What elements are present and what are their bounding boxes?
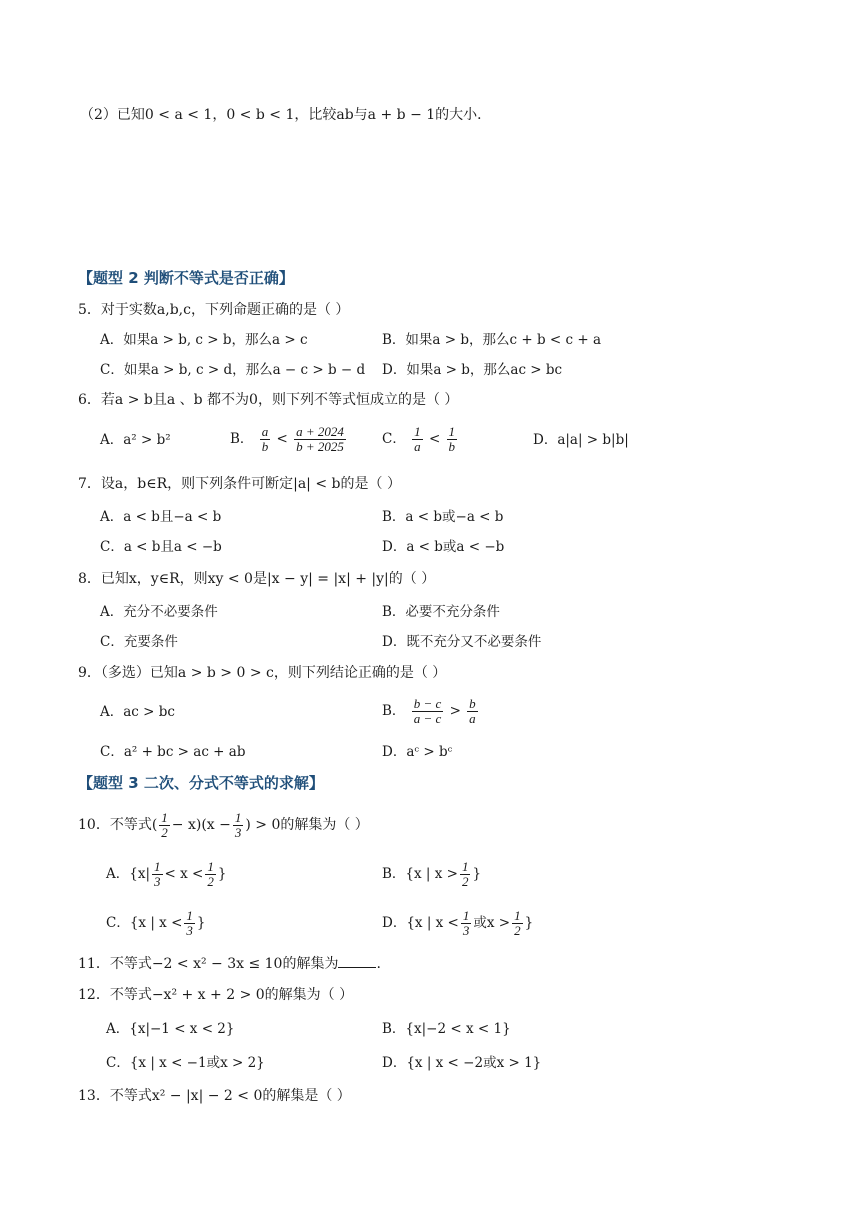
question-7-option-b: B．a < b或−a < b	[382, 509, 504, 525]
question-10-option-a	[106, 853, 226, 895]
numerator: 1	[514, 908, 521, 923]
option-label: C．	[382, 431, 406, 447]
question-9-option-c: C．a² + bc > ac + ab	[100, 744, 246, 760]
denominator: 3	[234, 824, 242, 840]
denominator: b	[448, 439, 456, 454]
question-12-option-d: D．{x | x < −2或x > 1}	[382, 1055, 542, 1071]
fraction	[260, 425, 271, 454]
fraction	[412, 425, 423, 454]
numerator: 1	[207, 859, 214, 874]
fraction	[512, 909, 523, 938]
denominator: a	[414, 439, 421, 454]
question-8-stem: 8．已知x，y∈R，则xy < 0是|x − y| = |x| + |y|的（ ）	[78, 571, 436, 587]
option-label: B．	[382, 703, 406, 719]
question-9-option-a: A．ac > bc	[100, 704, 175, 720]
option-middle: < x <	[164, 866, 204, 882]
fraction	[159, 811, 170, 840]
question-10-stem	[78, 804, 369, 846]
question-9-option-b	[382, 690, 480, 732]
numerator: 1	[154, 859, 161, 874]
question-12-stem: 12．不等式−x² + x + 2 > 0的解集为（ ）	[78, 987, 354, 1003]
numerator: 1	[462, 908, 470, 923]
question-6-option-c	[382, 418, 459, 460]
fraction	[460, 860, 471, 889]
option-suffix: }	[524, 915, 534, 931]
denominator: 3	[154, 874, 161, 889]
relation-symbol: >	[449, 703, 461, 719]
numerator: 1	[186, 908, 193, 923]
numerator: 1	[161, 809, 168, 825]
option-prefix: A．{x|	[106, 866, 151, 882]
fraction	[184, 909, 195, 938]
section-2-heading: 【题型 2 判断不等式是否正确】	[78, 269, 294, 287]
numerator: b − c	[413, 696, 442, 711]
denominator: 2	[161, 824, 168, 840]
problem-4-part-2: （2）已知0 < a < 1，0 < b < 1，比较ab与a + b − 1的大小．	[80, 107, 492, 123]
denominator: 2	[207, 874, 214, 889]
denominator: a − c	[413, 711, 442, 726]
option-prefix: D．{x | x <	[382, 915, 459, 931]
stem-suffix: ) > 0的解集为（ ）	[245, 817, 369, 833]
denominator: 3	[186, 923, 193, 938]
question-6-option-b	[230, 418, 348, 460]
option-suffix: }	[196, 915, 206, 931]
relation-symbol: <	[428, 431, 441, 447]
option-prefix: C．{x | x <	[106, 915, 183, 931]
fraction	[467, 697, 478, 726]
numerator: a + 2024	[296, 424, 344, 439]
option-label: B．	[230, 431, 254, 447]
question-9-stem: 9．（多选）已知a > b > 0 > c，则下列结论正确的是（ ）	[78, 665, 447, 681]
stem-end: .	[376, 956, 381, 972]
question-13-stem: 13．不等式x² − |x| − 2 < 0的解集是（ ）	[78, 1088, 351, 1104]
question-12-option-a: A．{x|−1 < x < 2}	[106, 1021, 235, 1037]
question-7-option-c: C．a < b且a < −b	[100, 539, 222, 555]
question-8-option-a: A．充分不必要条件	[100, 604, 218, 620]
question-5-stem: 5．对于实数a,b,c，下列命题正确的是（ ）	[78, 302, 350, 318]
section-3-heading: 【题型 3 二次、分式不等式的求解】	[78, 774, 324, 792]
question-8-option-d: D．既不充分又不必要条件	[382, 634, 542, 650]
fraction	[447, 425, 458, 454]
option-prefix: B．{x | x >	[382, 866, 458, 882]
stem-text: 11．不等式−2 < x² − 3x ≤ 10的解集为	[78, 956, 339, 972]
relation-symbol: <	[276, 431, 288, 447]
numerator: 1	[448, 424, 456, 439]
denominator: 2	[514, 923, 521, 938]
question-7-stem: 7．设a，b∈R，则下列条件可断定|a| < b的是（ ）	[78, 476, 401, 492]
numerator: a	[261, 424, 269, 439]
numerator: b	[469, 696, 476, 711]
question-6-option-d: D．a|a| > b|b|	[533, 432, 629, 448]
stem-prefix: 10．不等式(	[78, 817, 158, 833]
question-8-option-b: B．必要不充分条件	[382, 604, 500, 620]
denominator: a	[469, 711, 476, 726]
fraction	[294, 425, 346, 454]
question-10-option-d	[382, 902, 533, 944]
numerator: 1	[234, 809, 242, 825]
fraction	[152, 860, 163, 889]
answer-blank	[338, 955, 376, 968]
denominator: 2	[461, 874, 469, 889]
numerator: 1	[414, 424, 421, 439]
question-8-option-c: C．充要条件	[100, 634, 178, 650]
question-10-option-b	[382, 853, 481, 895]
question-5-option-c: C．如果a > b, c > d，那么a − c > b − d	[100, 362, 366, 378]
denominator: b	[261, 439, 269, 454]
question-6-option-a: A．a² > b²	[100, 432, 171, 448]
question-9-option-d: D．aᶜ > bᶜ	[382, 744, 453, 760]
fraction	[461, 909, 472, 938]
question-5-option-a: A．如果a > b, c > b，那么a > c	[100, 332, 308, 348]
option-suffix: }	[472, 866, 482, 882]
question-12-option-b: B．{x|−2 < x < 1}	[382, 1021, 511, 1037]
question-7-option-a: A．a < b且−a < b	[100, 509, 222, 525]
question-5-option-b: B．如果a > b，那么c + b < c + a	[382, 332, 601, 348]
question-12-option-c: C．{x | x < −1或x > 2}	[106, 1055, 265, 1071]
denominator: b + 2025	[296, 439, 344, 454]
question-11-stem	[78, 955, 381, 973]
denominator: 3	[462, 923, 470, 938]
numerator: 1	[461, 859, 469, 874]
question-10-option-c	[106, 902, 205, 944]
option-suffix: }	[217, 866, 227, 882]
stem-middle: − x)(x −	[171, 817, 231, 833]
question-7-option-d: D．a < b或a < −b	[382, 539, 505, 555]
fraction	[233, 811, 244, 840]
option-middle: 或x >	[473, 915, 511, 931]
question-5-option-d: D．如果a > b，那么ac > bc	[382, 362, 563, 378]
fraction	[412, 697, 444, 726]
question-6-stem: 6．若a > b且a 、b 都不为0，则下列不等式恒成立的是（ ）	[78, 392, 459, 408]
fraction	[205, 860, 216, 889]
